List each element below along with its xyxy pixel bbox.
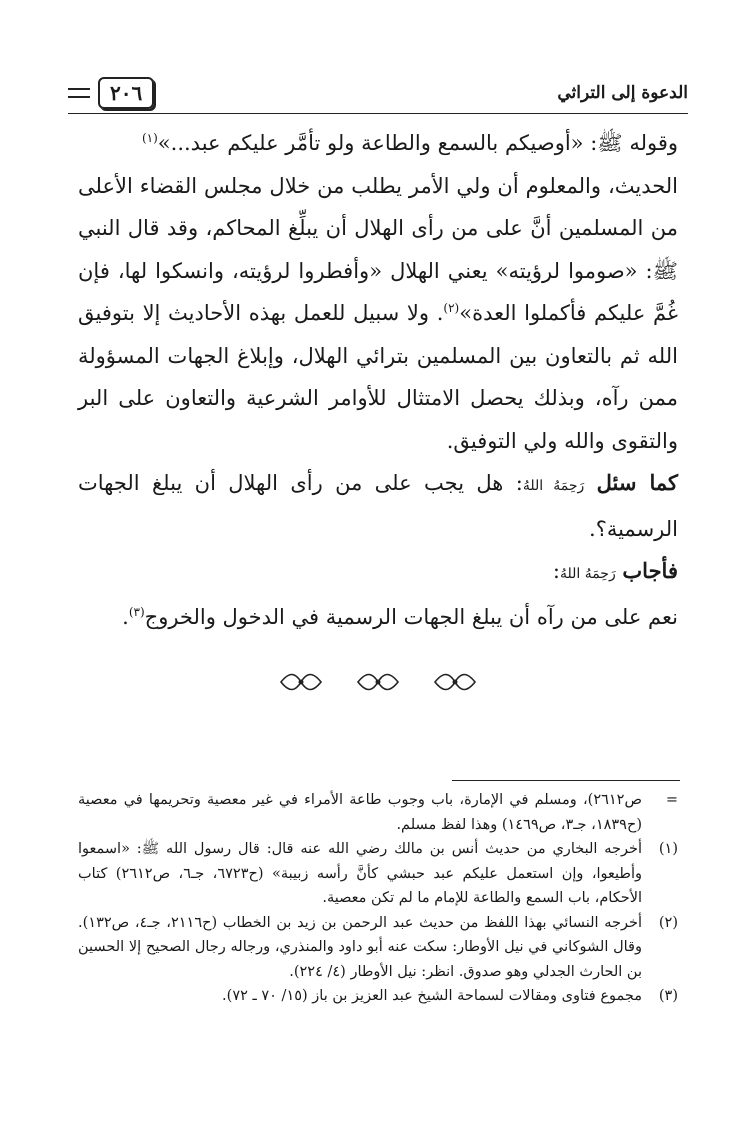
page-number-group — [68, 77, 154, 109]
paragraph-text: وقوله ﷺ: «أوصيكم بالسمع والطاعة ولو تأمَّر عليكم عبد...» — [157, 131, 678, 155]
footnote — [78, 911, 678, 985]
footnote-number: (١) — [658, 841, 678, 857]
answer-text-end: . — [122, 604, 129, 629]
footnote-number: (٢) — [658, 914, 678, 931]
paragraph — [78, 165, 678, 463]
page-header — [68, 76, 688, 110]
ornament-icon — [433, 672, 477, 692]
question-text: : هل يجب على من رأى الهلال أن يبلغ الجهات الرسمية؟. — [78, 471, 678, 541]
header-rule — [68, 113, 688, 114]
footnote-marker: (٢) — [443, 301, 460, 315]
honorific: رَحِمَهُ اللهُ — [522, 478, 585, 494]
answer-heading — [78, 550, 678, 596]
footnote-marker: (٣) — [128, 604, 145, 619]
paragraph-text: الحديث، والمعلوم أن ولي الأمر يطلب من خلال مجلس القضاء الأعلى من المسلمين أنَّ على من رأى الهلال أن يبلِّغ المحاكم، وقد قال النبي ﷺ: «صوموا لرؤيته» يعني الهلال «وأفطروا لرؤيته، وانسكوا لها، فإن غُمَّ عليكم فأكملوا العدة» — [78, 173, 678, 325]
question-lead: كما سئل — [596, 470, 678, 495]
footnote-number: (٣) — [658, 988, 678, 1004]
colon: : — [552, 559, 560, 583]
answer-text: نعم على من رآه أن يبلغ الجهات الرسمية في الدخول والخروج — [144, 604, 678, 629]
footnote-text: مجموع فتاوى ومقالات لسماحة الشيخ عبد العزيز بن باز (١٥/ ٧٠ ـ ٧٢). — [222, 988, 642, 1004]
footnote-marker: (١) — [141, 131, 158, 145]
header-ornament-line — [68, 88, 90, 98]
section-ornaments — [0, 672, 756, 696]
answer-lead: فأجاب — [622, 558, 678, 583]
ornament-icon — [279, 672, 323, 692]
footnote-text: أخرجه البخاري من حديث أنس بن مالك رضي الله عنه قال: قال رسول الله ﷺ: «اسمعوا وأطيعوا، وإن استعمل عليكم عبد حبشي كأنَّ رأسه زبيبة» (ح٦٧٢٣، جـ٦، ص٢٦١٢) كتاب الأحكام، باب السمع والطاعة للإمام ما لم تكن معصية. — [78, 841, 642, 906]
footnote-number: = — [665, 792, 678, 808]
ornament-icon — [356, 672, 400, 692]
footnote — [78, 837, 678, 911]
footnote-rule — [452, 780, 680, 781]
footnote — [78, 984, 678, 1009]
footnote-text: ص٢٦١٢)، ومسلم في الإمارة، باب وجوب طاعة الأمراء في غير معصية وتحريمها في معصية (ح١٨٣٩، جـ٣، ص١٤٦٩) وهذا لفظ مسلم. — [78, 792, 642, 833]
main-text — [78, 122, 678, 638]
answer-paragraph — [78, 596, 678, 639]
footnote-text: أخرجه النسائي بهذا اللفظ من حديث عبد الرحمن بن زيد بن الخطاب (ح٢١١٦، جـ٤، ص١٣٢). وقال الشوكاني في نيل الأوطار: سكت عنه أبو داود والمنذري، ورجاله رجال الصحيح إلا الحسين بن الحارث الجدلي وهو صدوق. انظر: نيل الأوطار (٤/ ٢٢٤). — [78, 914, 642, 980]
paragraph-text-cont: . ولا سبيل للعمل بهذه الأحاديث إلا بتوفيق الله ثم بالتعاون بين المسلمين بترائي الهلال، وإبلاغ الجهات المسؤولة ممن رآه، وبذلك يحصل الامتثال للأوامر الشرعية والتعاون على البر والتقوى والله ولي التوفيق. — [78, 301, 678, 453]
footnote — [78, 788, 678, 837]
page-number: ٢٠٦ — [98, 77, 154, 109]
running-title: الدعوة إلى التراثي — [557, 83, 688, 103]
paragraph — [78, 122, 678, 165]
footnotes — [78, 788, 678, 1009]
question-paragraph — [78, 462, 678, 550]
honorific: رَحِمَهُ اللهُ — [559, 566, 616, 582]
